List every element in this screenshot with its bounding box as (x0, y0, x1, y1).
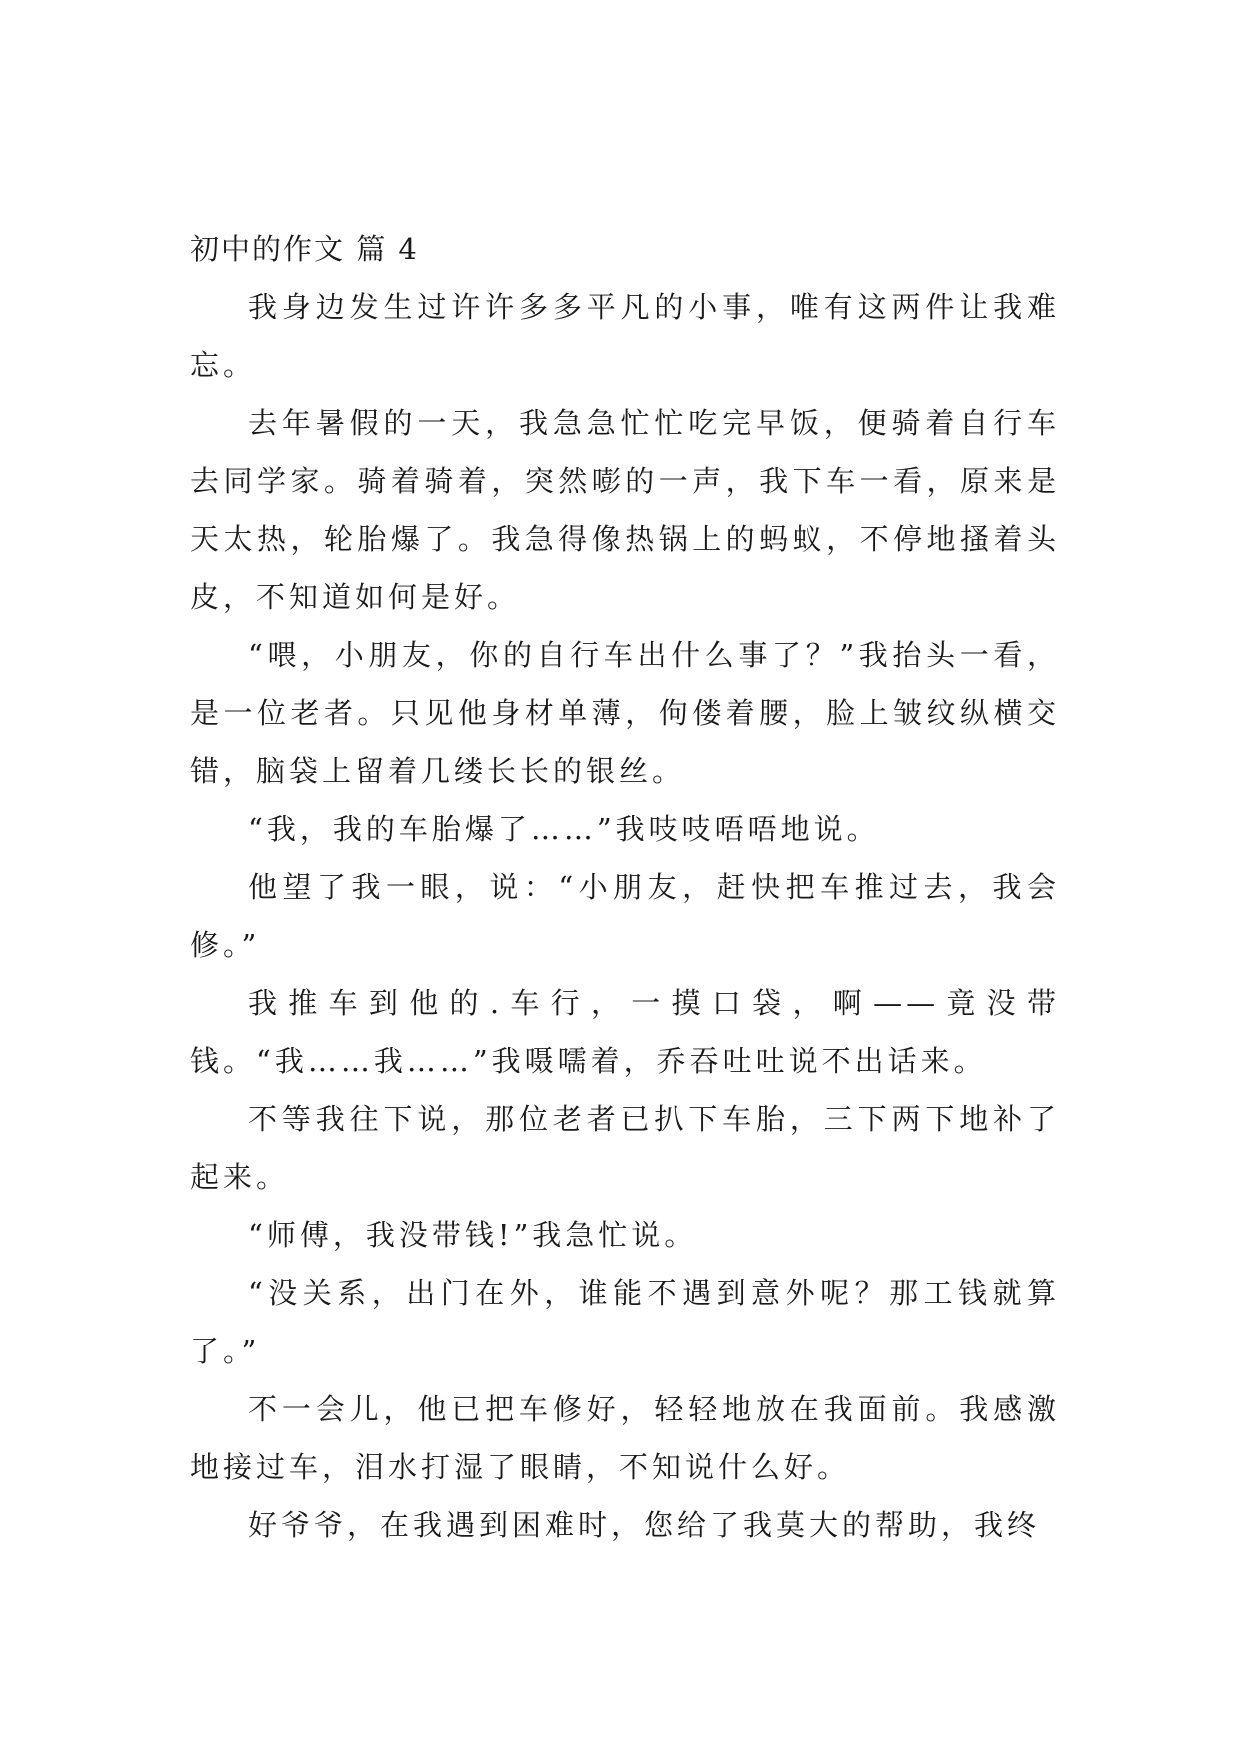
paragraph: “师傅，我没带钱!”我急忙说。 (248, 1218, 698, 1252)
paragraph: 不等我往下说，那位老者已扒下车胎，三下两下地补了起来。 (190, 1102, 1060, 1194)
paragraph: 去年暑假的一天，我急急忙忙吃完早饭，便骑着自行车去同学家。骑着骑着，突然嘭的一声，我下车一看，原来是天太热，轮胎爆了。我急得像热锅上的蚂蚁，不停地搔着头皮，不知道如何是好。 (190, 406, 1060, 614)
paragraph: 他望了我一眼，说：“小朋友，赶快把车推过去，我会修。” (190, 870, 1060, 962)
essay-body (190, 220, 1060, 1554)
paragraph: 不一会儿，他已把车修好，轻轻地放在我面前。我感激地接过车，泪水打湿了眼睛，不知说什么好。 (190, 1392, 1060, 1484)
essay-title: 初中的作文 篇 4 (190, 232, 419, 266)
paragraph: “喂，小朋友，你的自行车出什么事了？”我抬头一看，是一位老者。只见他身材单薄，佝偻着腰，脸上皱纹纵横交错，脑袋上留着几缕长长的银丝。 (190, 638, 1060, 788)
paragraph: 我身边发生过许许多多平凡的小事，唯有这两件让我难忘。 (190, 290, 1060, 382)
paragraph: 好爷爷，在我遇到困难时，您给了我莫大的帮助，我终 (248, 1508, 1041, 1542)
paragraph: “我，我的车胎爆了……”我吱吱唔唔地说。 (248, 812, 880, 846)
paragraph: “没关系，出门在外，谁能不遇到意外呢？那工钱就算了。” (190, 1276, 1060, 1368)
paragraph: 我推车到他的.车行，一摸口袋，啊——竟没带钱。“我……我……”我嗫嚅着，乔吞吐吐说不出话来。 (190, 986, 1060, 1078)
